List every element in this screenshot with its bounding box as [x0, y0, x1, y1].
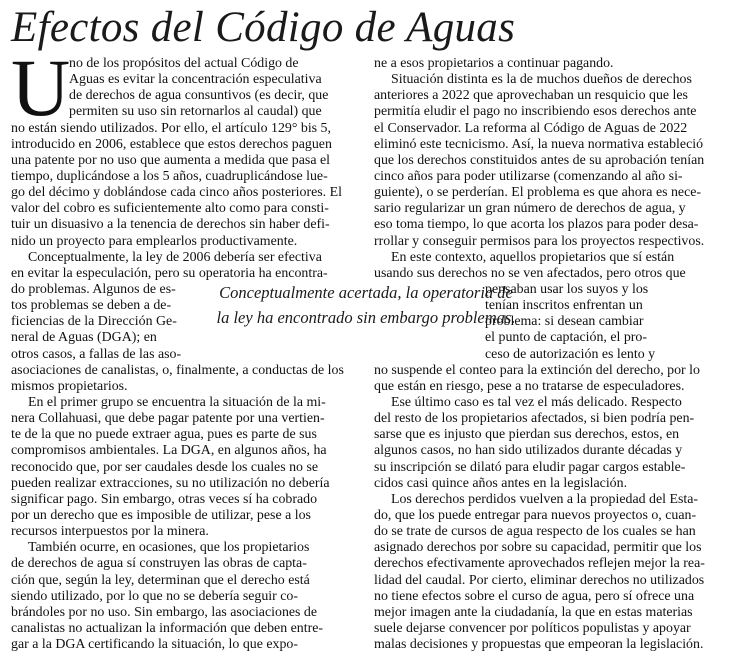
- text-line: ceso de autorización es lento y: [485, 346, 656, 362]
- text-line: neral de Aguas (DGA); en: [11, 330, 157, 346]
- text-line: en evitar la especulación, pero su operatoria ha encontra-: [11, 265, 328, 281]
- drop-cap: U: [11, 42, 71, 133]
- text-line: guiente), o se perderían. El problema es que ahora es nece-: [374, 185, 702, 201]
- text-line: compromisos ambientales. La DGA, en algunos años, ha: [11, 443, 327, 459]
- text-line: del resto de los propietarios afectados, si bien podría pen-: [374, 411, 695, 427]
- text-line: Situación distinta es la de muchos dueños de derechos: [391, 72, 692, 88]
- text-line: pueden realizar extracciones, su no utilización no debería: [11, 475, 330, 491]
- text-line: que los derechos constituidos antes de su aprobación tenían: [374, 152, 705, 168]
- text-line: ción que, según la ley, determinan que el derecho está: [11, 572, 310, 588]
- text-line: no de los propósitos del actual Código de: [69, 56, 299, 71]
- text-line: nera Collahuasi, que debe pagar patente por una vertien-: [11, 411, 325, 427]
- text-line: eliminó este tecnicismo. Así, la nueva normativa estableció: [374, 136, 704, 152]
- text-line: por un derecho que es imposible de utilizar, pese a los: [11, 507, 311, 523]
- text-line: algunos casos, no han sido utilizados durante décadas y: [374, 443, 683, 459]
- text-line: valor del cobro es suficientemente alto como para consti-: [11, 201, 329, 217]
- text-line: En el primer grupo se encuentra la situación de la mi-: [28, 394, 326, 410]
- right-column: [374, 56, 715, 653]
- text-line: no están siendo utilizados. Por ello, el artículo 129° bis 5,: [11, 120, 331, 136]
- text-line: siendo utilizado, por lo que no se debería seguir co-: [11, 588, 298, 604]
- text-line: derechos efectivamente aprovechados reflejen mejor la rea-: [374, 556, 705, 572]
- text-line: su inscripción se dilató para eludir pagar cargos estable-: [374, 459, 686, 475]
- text-line: reconocido que, por ser caudales desde los cuales no se: [11, 459, 319, 475]
- headline: Efectos del Código de Aguas: [11, 4, 516, 51]
- text-line: tuir un disuasivo a la tenencia de derechos sin haber defi-: [11, 217, 330, 233]
- text-line: que están en riesgo, pese a no tratarse de especuladores.: [374, 378, 685, 394]
- text-line: tenían inscritos enfrentan un: [485, 298, 643, 314]
- text-line: de derechos de agua consuntivos (es decir, que: [69, 88, 329, 104]
- text-line: asociaciones de canalistas, o, finalmente, a conductas de los: [11, 362, 344, 378]
- text-line: te de la que no puede extraer agua, pues es parte de sus: [11, 427, 317, 443]
- text-line: do problemas. Algunos de es-: [11, 281, 176, 297]
- text-line: introducido en 2006, establece que estos derechos paguen: [11, 136, 332, 152]
- text-line: no tiene efectos sobre el curso de agua, pero sí ofrece una: [374, 588, 695, 604]
- text-line: ficiencias de la Dirección Ge-: [11, 314, 177, 330]
- text-line: no suspende el conteo para la extinción del derecho, por lo: [374, 362, 700, 378]
- text-line: nido un proyecto para emplearlos productivamente.: [11, 233, 298, 249]
- text-line: cinco años para poder utilizarse (comenzando al año si-: [374, 168, 683, 184]
- text-line: Aguas es evitar la concentración especulativa: [69, 72, 322, 88]
- text-line: gar a la DGA certificando la situación, lo que expo-: [11, 637, 298, 653]
- text-line: También ocurre, en ocasiones, que los propietarios: [28, 540, 310, 556]
- text-line: tiempo, duplicándose a los 5 años, cuadruplicándose lue-: [11, 168, 328, 184]
- text-line: lidad del caudal. Por cierto, eliminar derechos no utilizados: [374, 572, 705, 588]
- left-column: [11, 56, 355, 653]
- text-line: Ese último caso es tal vez el más delicado. Respecto: [391, 394, 682, 410]
- text-line: malas decisiones y propuestas que empeoran la legislación.: [374, 637, 704, 653]
- text-line: mismos propietarios.: [11, 378, 128, 394]
- text-line: canalistas no actualizan la información que deben entre-: [11, 620, 324, 636]
- text-line: anteriores a 2022 que aprovechaban un resquicio que les: [374, 88, 688, 104]
- text-line: sarse que es injusto que pierdan sus derechos, estos, en: [374, 427, 680, 443]
- pull-quote-line: la ley ha encontrado sin embargo problemas.: [216, 308, 516, 327]
- text-line: eso toma tiempo, lo que acorta los plazos para poder desa-: [374, 217, 699, 233]
- text-line: En este contexto, aquellos propietarios que sí están: [391, 249, 675, 265]
- text-line: Conceptualmente, la ley de 2006 debería ser efectiva: [28, 249, 322, 265]
- text-line: asignado derechos por sobre su capacidad, permitir que los: [374, 540, 702, 556]
- text-line: usando sus derechos no se ven afectados, pero otros que: [374, 265, 686, 281]
- text-line: suele dejarse convencer por políticos populistas y apoyar: [374, 620, 691, 636]
- pull-quote-line: Conceptualmente acertada, la operatoria de: [219, 283, 513, 302]
- text-line: do, que los puede entregar para nuevos proyectos o, cuan-: [374, 507, 697, 523]
- text-line: go del décimo y doblándose cada cinco años posteriores. El: [11, 185, 342, 201]
- text-line: brándoles por no uso. Sin embargo, las asociaciones de: [11, 604, 318, 620]
- text-line: el Conservador. La reforma al Código de Aguas de 2022: [374, 120, 688, 136]
- text-line: recursos interpuestos por la minera.: [11, 524, 209, 540]
- text-line: pensaban usar los suyos y los: [485, 281, 649, 297]
- text-line: una patente por no uso que aumenta a medida que pasa el: [11, 152, 330, 168]
- text-line: de derechos de agua sí construyen las obras de capta-: [11, 556, 307, 572]
- text-line: do se trate de cursos de agua respecto de los cuales se han: [374, 524, 696, 540]
- text-line: rrollar y conseguir permisos para los proyectos respectivos.: [374, 233, 705, 249]
- text-line: mejor imagen ante la ciudadanía, la que en estas materias: [374, 604, 693, 620]
- text-line: Los derechos perdidos vuelven a la propiedad del Esta-: [391, 491, 699, 507]
- text-line: permiten su uso sin retornarlos al caudal) que: [69, 104, 322, 120]
- text-line: el punto de captación, el pro-: [485, 330, 647, 346]
- text-line: sario regularizar un gran número de derechos de agua, y: [374, 201, 686, 217]
- text-line: cidos casi quince años antes en la legislación.: [374, 475, 628, 491]
- text-line: significar pago. Sin embargo, otras veces sí ha cobrado: [11, 491, 318, 507]
- text-line: otros casos, a fallas de las aso-: [11, 346, 182, 362]
- text-line: tos problemas se deben a de-: [11, 298, 172, 314]
- text-line: ne a esos propietarios a continuar pagando.: [374, 56, 614, 71]
- text-line: permitía eludir el pago no inscribiendo esos derechos ante: [374, 104, 697, 120]
- text-line: problema: si desean cambiar: [485, 314, 644, 330]
